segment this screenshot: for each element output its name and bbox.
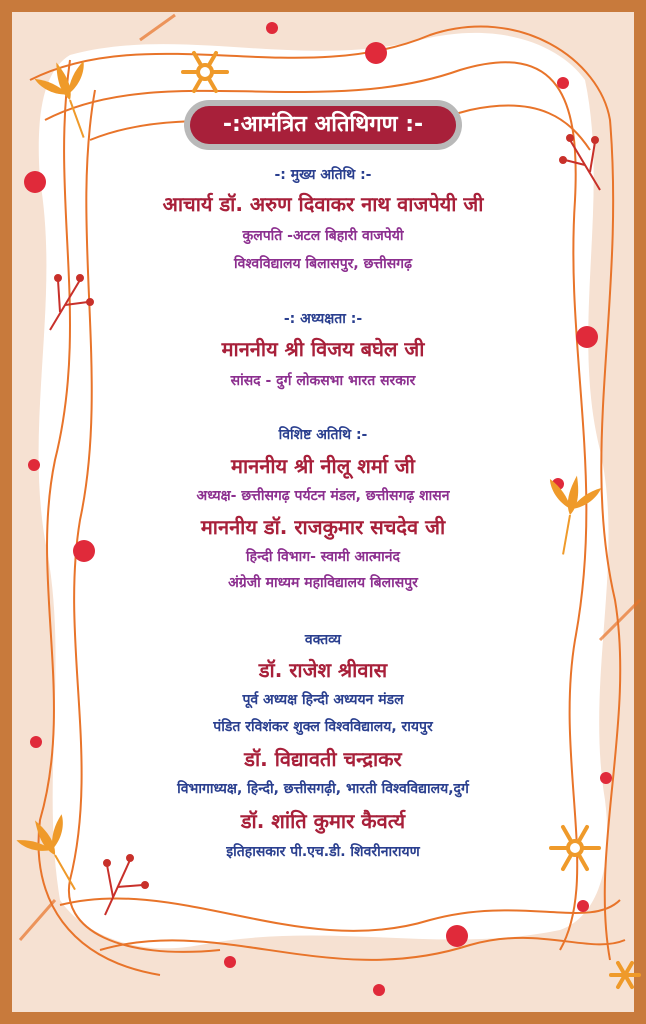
presidency-heading: -: अध्यक्षता :-: [283, 311, 363, 327]
special-guest1-name: माननीय श्री नीलू शर्मा जी: [231, 454, 415, 478]
special-guest1-line1: अध्यक्ष- छत्तीसगढ़ पर्यटन मंडल, छत्तीसगढ़ शासन: [196, 488, 450, 504]
speaker2-name: डॉ. विद्यावती चन्द्राकर: [244, 747, 402, 771]
speaker1-line1: पूर्व अध्यक्ष हिन्दी अध्ययन मंडल: [242, 692, 404, 708]
presidency-name: माननीय श्री विजय बघेल जी: [221, 337, 425, 361]
speaker3-name: डॉ. शांति कुमार कैवर्त्य: [240, 809, 406, 833]
speaker2-line1: विभागाध्यक्ष, हिन्दी, छत्तीसगढ़ी, भारती विश्वविद्यालय,दुर्ग: [177, 781, 469, 797]
title-banner: [184, 100, 462, 150]
speaker1-name: डॉ. राजेश श्रीवास: [258, 658, 388, 682]
chief-guest-heading: -: मुख्य अतिथि :-: [274, 167, 372, 183]
speaker1-line2: पंडित रविशंकर शुक्ल विश्वविद्यालय, रायपुर: [213, 719, 433, 735]
chief-guest-line1: कुलपति -अटल बिहारी वाजपेयी: [242, 228, 404, 244]
banner-title: -:आमंत्रित अतिथिगण :-: [190, 106, 456, 144]
special-guests-heading: विशिष्ट अतिथि :-: [278, 427, 368, 443]
chief-guest-name: आचार्य डॉ. अरुण दिवाकर नाथ वाजपेयी जी: [162, 192, 484, 216]
special-guest2-line1: हिन्दी विभाग- स्वामी आत्मानंद: [246, 549, 400, 565]
presidency-line1: सांसद - दुर्ग लोकसभा भारत सरकार: [230, 373, 416, 389]
special-guest2-name: माननीय डॉ. राजकुमार सचदेव जी: [200, 515, 446, 539]
speakers-heading: वक्तव्य: [304, 632, 342, 648]
speaker3-line1: इतिहासकार पी.एच.डी. शिवरीनारायण: [226, 844, 420, 860]
chief-guest-line2: विश्वविद्यालय बिलासपुर, छत्तीसगढ़: [234, 256, 412, 272]
special-guest2-line2: अंग्रेजी माध्यम महाविद्यालय बिलासपुर: [228, 575, 418, 591]
